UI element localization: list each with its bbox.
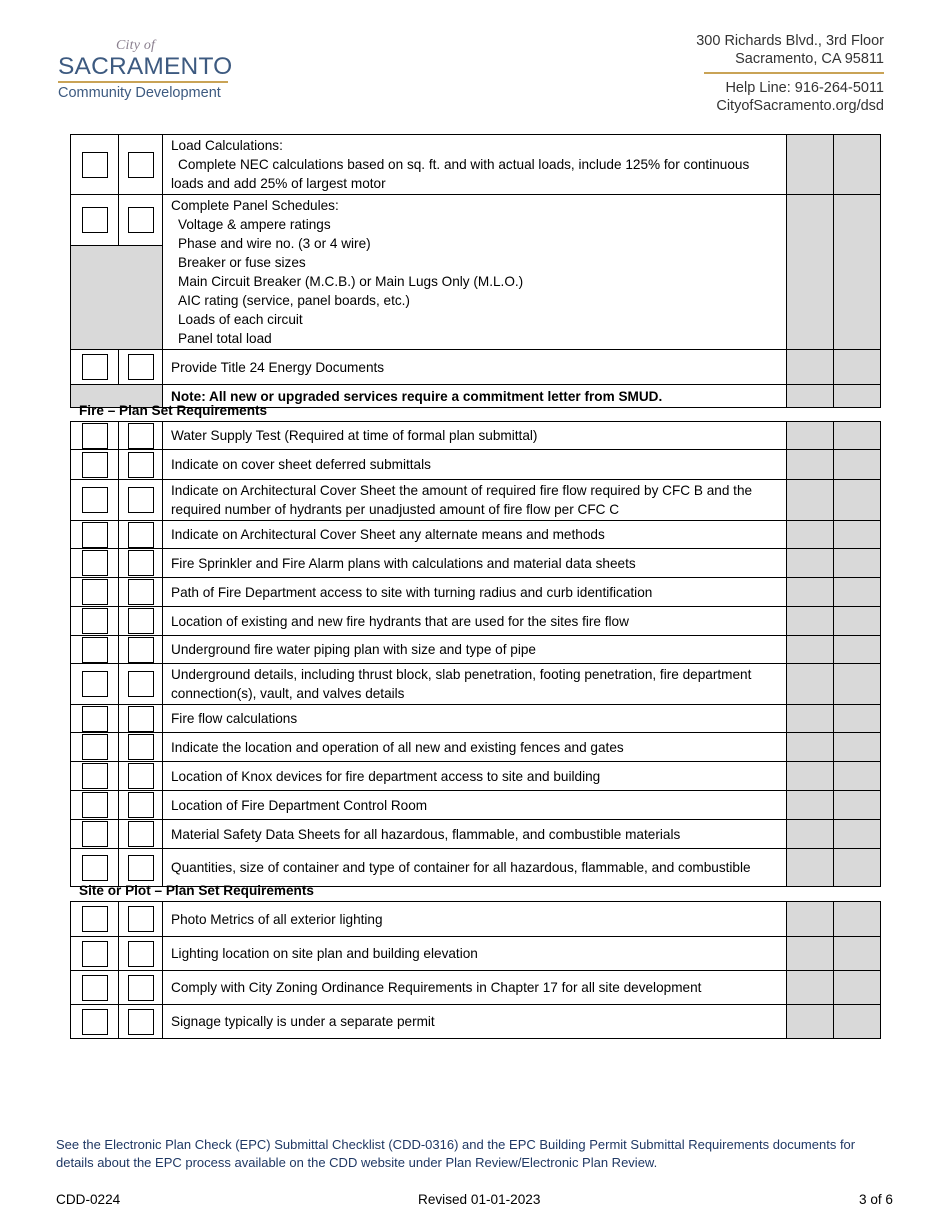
checkbox-yes[interactable] [82, 855, 108, 881]
office-use-cell [834, 450, 881, 480]
checkbox-yes[interactable] [82, 579, 108, 605]
checkbox-cell [71, 135, 119, 195]
form-id: CDD-0224 [56, 1192, 121, 1207]
checkbox-cell [71, 937, 119, 971]
checkbox-no[interactable] [128, 423, 154, 449]
checkbox-yes[interactable] [82, 792, 108, 818]
checkbox-yes[interactable] [82, 637, 108, 663]
page-number: 3 of 6 [858, 1192, 893, 1207]
site-table [70, 901, 881, 1039]
table-row [71, 607, 881, 636]
checkbox-no[interactable] [128, 637, 154, 663]
office-use-cell [834, 607, 881, 636]
checkbox-cell [71, 350, 119, 385]
office-use-cell [787, 135, 834, 195]
checkbox-cell [71, 971, 119, 1005]
fire-table [70, 421, 881, 887]
office-use-cell [787, 350, 834, 385]
office-use-cell [787, 480, 834, 521]
checkbox-cell [119, 849, 163, 887]
office-use-cell [834, 902, 881, 937]
office-use-cell [787, 1005, 834, 1039]
checkbox-yes[interactable] [82, 423, 108, 449]
office-use-cell [834, 849, 881, 887]
office-use-cell [787, 705, 834, 733]
help-line: Help Line: 916-264-5011 [725, 80, 884, 96]
office-use-cell [834, 791, 881, 820]
checkbox-cell [119, 350, 163, 385]
address-line-2: Sacramento, CA 95811 [735, 51, 884, 67]
checkbox-yes[interactable] [82, 821, 108, 847]
office-use-cell [787, 521, 834, 549]
load-calc-text: Complete NEC calculations based on sq. ft. and with actual loads, include 125% for continuous loads and add 25% of largest motor [171, 157, 750, 191]
checkbox-cell [71, 1005, 119, 1039]
table-row [71, 521, 881, 549]
checkbox-cell [119, 549, 163, 578]
checkbox-cell [119, 820, 163, 849]
panel-item: Voltage & ampere ratings [178, 217, 331, 232]
requirement-cell: Signage typically is under a separate permit [163, 1005, 787, 1039]
checkbox-no[interactable] [128, 579, 154, 605]
checkbox-cell [119, 1005, 163, 1039]
address-line-1: 300 Richards Blvd., 3rd Floor [696, 33, 884, 49]
checkbox-cell [119, 791, 163, 820]
office-use-cell [834, 385, 881, 408]
checkbox-cell [71, 820, 119, 849]
office-use-cell [787, 849, 834, 887]
requirement-cell: Indicate the location and operation of all new and existing fences and gates [163, 733, 787, 762]
checkbox-no[interactable] [128, 207, 154, 233]
office-use-cell [787, 195, 834, 350]
requirement-cell: Location of existing and new fire hydrants that are used for the sites fire flow [163, 607, 787, 636]
office-use-cell [787, 937, 834, 971]
table-row [71, 791, 881, 820]
checkbox-no[interactable] [128, 855, 154, 881]
checkbox-no[interactable] [128, 706, 154, 732]
office-use-cell [834, 664, 881, 705]
requirement-cell: Fire Sprinkler and Fire Alarm plans with calculations and material data sheets [163, 549, 787, 578]
checkbox-no[interactable] [128, 354, 154, 380]
table-row [71, 705, 881, 733]
checkbox-no[interactable] [128, 975, 154, 1001]
checkbox-yes[interactable] [82, 487, 108, 513]
checkbox-cell [119, 902, 163, 937]
office-use-cell [787, 385, 834, 408]
checkbox-cell [119, 422, 163, 450]
checkbox-no[interactable] [128, 734, 154, 760]
office-use-cell [787, 820, 834, 849]
requirement-cell [163, 195, 787, 350]
office-use-cell [787, 664, 834, 705]
table-row [71, 636, 881, 664]
table-row [71, 971, 881, 1005]
checkbox-cell [71, 607, 119, 636]
office-use-cell [834, 195, 881, 350]
checkbox-yes[interactable] [82, 671, 108, 697]
table-row [71, 135, 881, 195]
requirement-cell [163, 135, 787, 195]
checkbox-cell [71, 422, 119, 450]
checkbox-no[interactable] [128, 1009, 154, 1035]
office-use-cell [834, 521, 881, 549]
requirement-cell: Quantities, size of container and type of container for all hazardous, flammable, and combustible [163, 849, 787, 887]
checkbox-cell [119, 937, 163, 971]
office-use-cell [787, 549, 834, 578]
table-row [71, 480, 881, 521]
office-use-cell [834, 549, 881, 578]
epc-footnote: See the Electronic Plan Check (EPC) Submittal Checklist (CDD-0316) and the EPC Building Permit Submittal Requirements documents for details about the EPC process available on the CDD website under Plan Review/Electronic Plan Review. [56, 1137, 856, 1170]
checkbox-cell [71, 549, 119, 578]
logo-dept-text: Community Development [58, 85, 221, 101]
office-use-cell [834, 820, 881, 849]
checkbox-cell [119, 607, 163, 636]
requirement-cell: Fire flow calculations [163, 705, 787, 733]
checkbox-cell [71, 578, 119, 607]
panel-item: Main Circuit Breaker (M.C.B.) or Main Lugs Only (M.L.O.) [178, 274, 524, 289]
office-use-cell [834, 480, 881, 521]
requirement-cell: Lighting location on site plan and building elevation [163, 937, 787, 971]
requirement-cell: Path of Fire Department access to site with turning radius and curb identification [163, 578, 787, 607]
checkbox-no[interactable] [128, 671, 154, 697]
checkbox-yes[interactable] [82, 354, 108, 380]
checkbox-cell [71, 195, 119, 246]
table-row [71, 820, 881, 849]
load-calc-title: Load Calculations: [171, 138, 283, 153]
office-use-cell [834, 578, 881, 607]
office-use-cell [834, 733, 881, 762]
requirement-cell: Indicate on cover sheet deferred submittals [163, 450, 787, 480]
table-row [71, 937, 881, 971]
office-use-cell [834, 937, 881, 971]
checkbox-yes[interactable] [82, 608, 108, 634]
office-use-cell [787, 902, 834, 937]
logo-city-text: City of [116, 38, 156, 53]
table-row [71, 549, 881, 578]
requirement-cell: Photo Metrics of all exterior lighting [163, 902, 787, 937]
checkbox-no[interactable] [128, 821, 154, 847]
requirement-cell: Location of Fire Department Control Room [163, 791, 787, 820]
office-use-cell [834, 350, 881, 385]
checkbox-yes[interactable] [82, 975, 108, 1001]
checkbox-cell [119, 636, 163, 664]
office-use-cell [834, 422, 881, 450]
checkbox-yes[interactable] [82, 1009, 108, 1035]
office-use-cell [787, 971, 834, 1005]
checkbox-cell [119, 971, 163, 1005]
office-use-cell [834, 762, 881, 791]
office-use-cell [787, 636, 834, 664]
office-use-cell [787, 578, 834, 607]
checkbox-yes[interactable] [82, 452, 108, 478]
checkbox-cell [71, 705, 119, 733]
checkbox-yes[interactable] [82, 734, 108, 760]
requirement-cell: Underground fire water piping plan with size and type of pipe [163, 636, 787, 664]
requirement-cell: Underground details, including thrust block, slab penetration, footing penetration, fire department connection(s), vault, and valves details [163, 664, 787, 705]
requirement-cell: Comply with City Zoning Ordinance Requirements in Chapter 17 for all site development [163, 971, 787, 1005]
table-row [71, 422, 881, 450]
checkbox-no[interactable] [128, 487, 154, 513]
checkbox-cell [119, 195, 163, 246]
table-row [71, 762, 881, 791]
panel-schedule-title: Complete Panel Schedules: [171, 198, 339, 213]
requirement-cell: Indicate on Architectural Cover Sheet any alternate means and methods [163, 521, 787, 549]
office-use-cell [834, 135, 881, 195]
checkbox-cell [71, 636, 119, 664]
checkbox-cell [119, 705, 163, 733]
requirement-cell: Location of Knox devices for fire department access to site and building [163, 762, 787, 791]
checkbox-cell [119, 664, 163, 705]
table-row [71, 664, 881, 705]
office-use-cell [834, 636, 881, 664]
office-use-cell [787, 422, 834, 450]
checkbox-cell [71, 450, 119, 480]
checkbox-no[interactable] [128, 522, 154, 548]
checkbox-no[interactable] [128, 763, 154, 789]
checkbox-yes[interactable] [82, 522, 108, 548]
checkbox-yes[interactable] [82, 906, 108, 932]
requirement-cell: Provide Title 24 Energy Documents [163, 350, 787, 385]
checkbox-cell [71, 762, 119, 791]
logo-name-text: SACRAMENTO [58, 53, 233, 80]
logo-rule [58, 81, 228, 83]
office-use-cell [787, 762, 834, 791]
gray-filler-cell [71, 245, 163, 349]
checkbox-yes[interactable] [82, 207, 108, 233]
checkbox-cell [119, 733, 163, 762]
checkbox-cell [71, 521, 119, 549]
checkbox-cell [71, 733, 119, 762]
checkbox-cell [71, 791, 119, 820]
checkbox-yes[interactable] [82, 550, 108, 576]
checkbox-no[interactable] [128, 452, 154, 478]
table-row [71, 849, 881, 887]
table-row [71, 1005, 881, 1039]
office-use-cell [787, 450, 834, 480]
website-link[interactable]: CityofSacramento.org/dsd [716, 98, 884, 114]
checkbox-yes[interactable] [82, 152, 108, 178]
checkbox-cell [71, 480, 119, 521]
table-row [71, 902, 881, 937]
office-use-cell [787, 733, 834, 762]
table-row [71, 195, 881, 246]
site-section-heading: Site or Plot – Plan Set Requirements [79, 883, 314, 898]
office-use-cell [834, 1005, 881, 1039]
table-row [71, 733, 881, 762]
contact-block [696, 32, 884, 115]
office-use-cell [834, 971, 881, 1005]
checkbox-yes[interactable] [82, 941, 108, 967]
checkbox-cell [71, 664, 119, 705]
checkbox-cell [71, 902, 119, 937]
office-use-cell [787, 791, 834, 820]
revised-date: Revised 01-01-2023 [418, 1192, 541, 1207]
checkbox-cell [119, 135, 163, 195]
office-use-cell [787, 607, 834, 636]
checkbox-cell [119, 480, 163, 521]
fire-section-heading: Fire – Plan Set Requirements [79, 403, 268, 418]
table-row [71, 350, 881, 385]
checkbox-cell [119, 450, 163, 480]
panel-item: Panel total load [178, 331, 272, 346]
electrical-table [70, 134, 881, 408]
checkbox-no[interactable] [128, 152, 154, 178]
checkbox-cell [119, 521, 163, 549]
requirement-cell: Water Supply Test (Required at time of formal plan submittal) [163, 422, 787, 450]
panel-item: Phase and wire no. (3 or 4 wire) [178, 236, 371, 251]
requirement-cell: Indicate on Architectural Cover Sheet the amount of required fire flow required by CFC B and the required number of hydrants per unadjusted amount of fire flow per CFC C [163, 480, 787, 521]
checkbox-yes[interactable] [82, 763, 108, 789]
panel-item: AIC rating (service, panel boards, etc.) [178, 293, 410, 308]
smud-note: Note: All new or upgraded services require a commitment letter from SMUD. [163, 385, 787, 408]
checkbox-yes[interactable] [82, 706, 108, 732]
table-row [71, 578, 881, 607]
requirement-cell: Material Safety Data Sheets for all hazardous, flammable, and combustible materials [163, 820, 787, 849]
table-row [71, 450, 881, 480]
checkbox-no[interactable] [128, 906, 154, 932]
checkbox-no[interactable] [128, 941, 154, 967]
checkbox-no[interactable] [128, 792, 154, 818]
office-use-cell [834, 705, 881, 733]
checkbox-cell [119, 578, 163, 607]
panel-item: Breaker or fuse sizes [178, 255, 306, 270]
checkbox-no[interactable] [128, 608, 154, 634]
panel-item: Loads of each circuit [178, 312, 303, 327]
checkbox-cell [71, 849, 119, 887]
contact-divider [704, 72, 884, 74]
checkbox-cell [119, 762, 163, 791]
checkbox-no[interactable] [128, 550, 154, 576]
